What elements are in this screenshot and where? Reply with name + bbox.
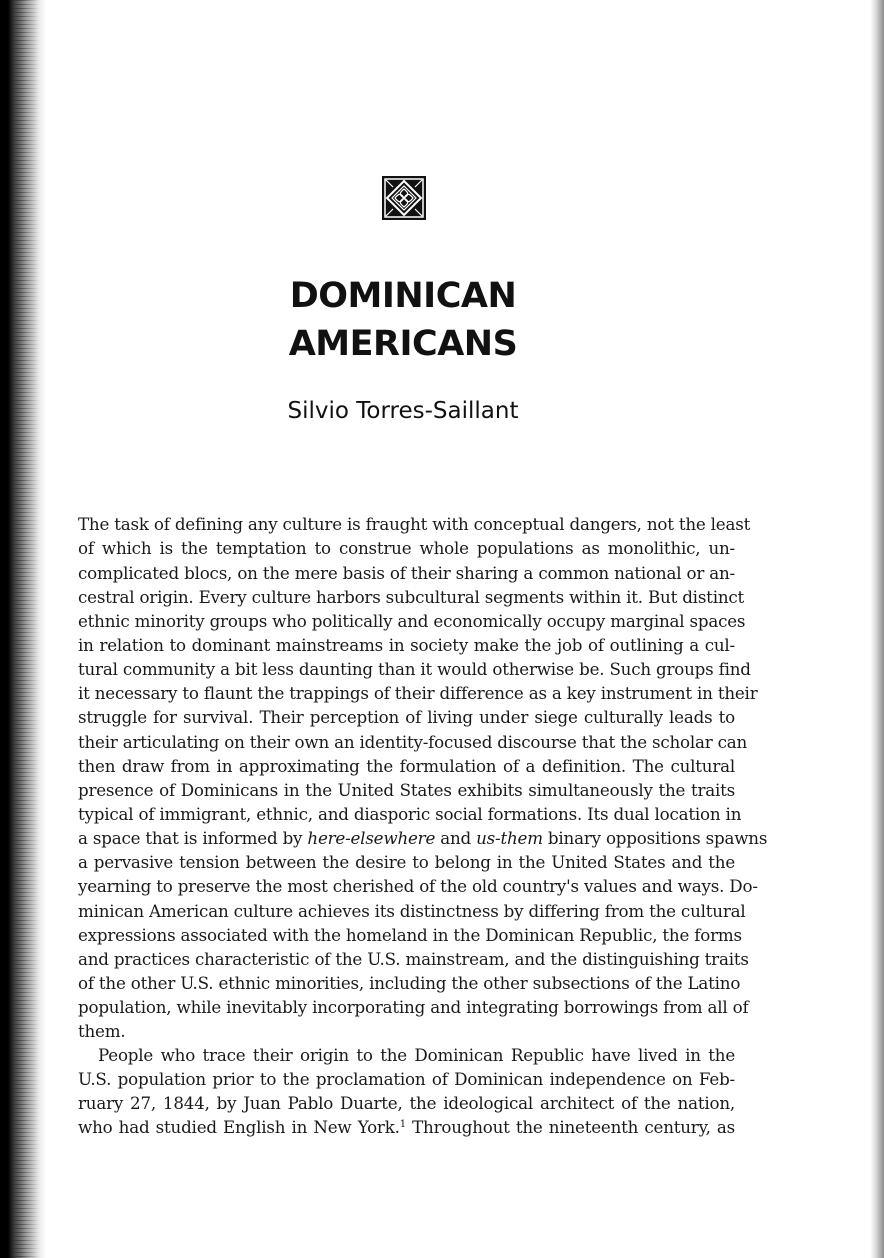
celtic-knot-ornament-icon (381, 175, 427, 221)
text-span: Throughout the nineteenth century, as (405, 1117, 735, 1137)
text-line-with-footnote (78, 1115, 735, 1139)
text-line: presence of Dominicans in the United States exhibits simultaneously the traits (78, 780, 735, 800)
text-span: binary oppositions spawns (542, 828, 768, 848)
text-line: of which is the temptation to construe whole populations as monolithic, un- (78, 538, 735, 558)
text-line: expressions associated with the homeland in the Dominican Republic, the forms (78, 925, 742, 945)
chapter-title-line-1: DOMINICAN (289, 276, 517, 316)
text-line: in relation to dominant mainstreams in society make the job of outlining a cul- (78, 635, 735, 655)
text-line: typical of immigrant, ethnic, and diasporic social formations. Its dual location in (78, 804, 742, 824)
text-span: who had studied English in New York. (78, 1117, 400, 1137)
text-line: U.S. population prior to the proclamation of Dominican independence on Feb- (78, 1069, 735, 1089)
text-line: a pervasive tension between the desire to belong in the United States and the (78, 852, 735, 872)
text-line: minican American culture achieves its distinctness by differing from the cultural (78, 901, 746, 921)
chapter-title-line-2: AMERICANS (288, 324, 518, 364)
text-line: struggle for survival. Their perception of living under siege culturally leads to (78, 707, 735, 727)
text-line: it necessary to flaunt the trappings of their difference as a key instrument in their (78, 683, 758, 703)
italic-term-us-them: us-them (476, 828, 543, 848)
chapter-author: Silvio Torres-Saillant (287, 398, 519, 424)
text-line: then draw from in approximating the formulation of a definition. The cultural (78, 756, 735, 776)
text-line: The task of defining any culture is fraught with conceptual dangers, not the least (78, 514, 751, 534)
scan-right-edge (870, 0, 884, 1258)
text-line: cestral origin. Every culture harbors subcultural segments within it. But distinct (78, 587, 745, 607)
text-line: population, while inevitably incorporating and integrating borrowings from all of (78, 997, 749, 1017)
text-line: their articulating on their own an identity-focused discourse that the scholar can (78, 732, 748, 752)
scan-binding-shadow (0, 0, 46, 1258)
text-line: complicated blocs, on the mere basis of their sharing a common national or an- (78, 563, 735, 583)
text-line: them. (78, 1021, 126, 1041)
text-span: a space that is informed by (78, 828, 308, 848)
text-line: tural community a bit less daunting than it would otherwise be. Such groups find (78, 659, 751, 679)
text-line: ruary 27, 1844, by Juan Pablo Duarte, the ideological architect of the nation, (78, 1093, 735, 1113)
text-line-with-italics (78, 826, 768, 850)
text-line: ethnic minority groups who politically and economically occupy marginal spaces (78, 611, 746, 631)
footnote-reference[interactable]: 1 (399, 1119, 406, 1130)
text-line: People who trace their origin to the Dominican Republic have lived in the (98, 1045, 735, 1065)
text-line: of the other U.S. ethnic minorities, including the other subsections of the Latino (78, 973, 741, 993)
text-span: and (435, 828, 477, 848)
text-line: yearning to preserve the most cherished of the old country's values and ways. Do- (78, 876, 758, 896)
text-line: and practices characteristic of the U.S. mainstream, and the distinguishing traits (78, 949, 749, 969)
italic-term-here-elsewhere: here-elsewhere (307, 828, 436, 848)
